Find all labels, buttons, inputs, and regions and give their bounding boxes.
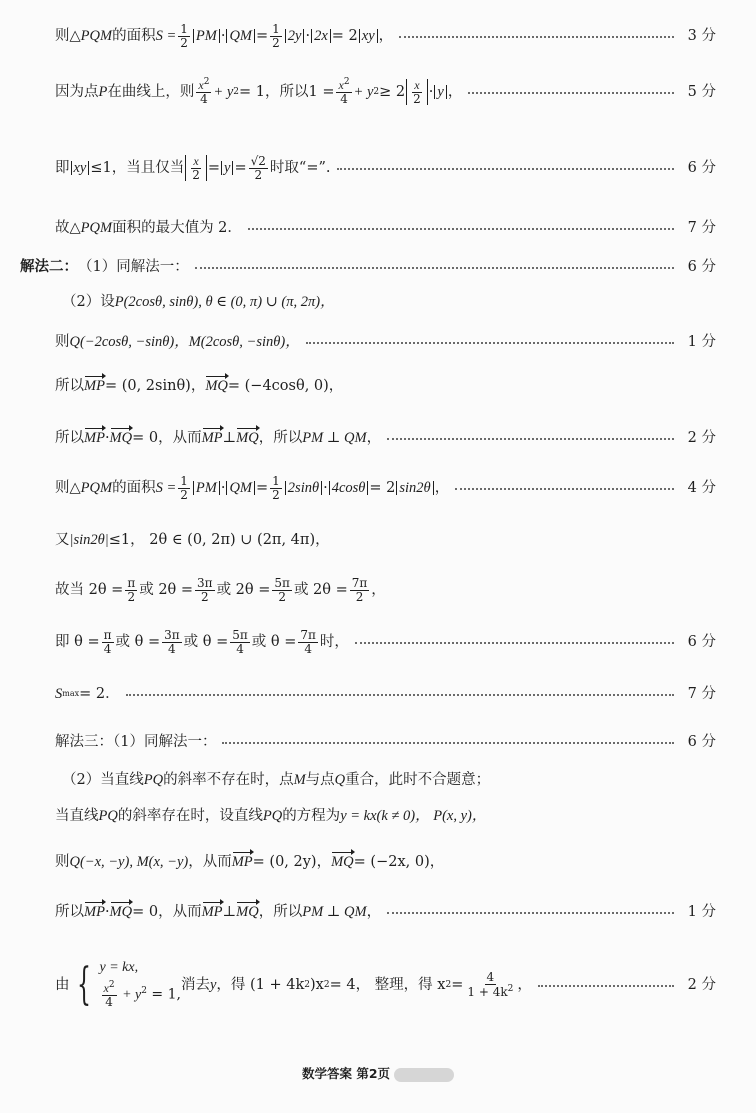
fraction: $\frac{1}{2}$ (180, 21, 188, 50)
score: 2 分 (687, 429, 716, 446)
solution-line: 即 θ = $\frac{\pi}{4}$ 或 θ = $\frac{3\pi}{4}$ 或 θ = $\frac{5\pi}{4}$ 或 θ = $\frac{7\pi}{4}$ 时， 6 分 (55, 627, 716, 656)
score: 6 分 (687, 258, 716, 275)
score: 7 分 (687, 685, 716, 702)
score: 7 分 (687, 219, 716, 236)
solution-line: 又 |sin2θ| ≤1， 2θ ∈ (0, 2π) ∪ (2π, 4π)， (55, 531, 330, 548)
math: QM (229, 27, 252, 44)
solution-line: 则△ PQM 的面积 S = $\frac{1}{2}$ PM · QM = $\frac{1}{2}$ 2sinθ · 4cosθ = 2 sin2θ ， 4 分 (55, 473, 716, 502)
solution-line: 则 Q(−2cosθ, −sinθ)，M(2cosθ, −sinθ)， 1 分 (55, 333, 716, 350)
text: 则△ (55, 27, 81, 44)
solution-line: 当直线 PQ 的斜率存在时，设直线 PQ 的方程为 y = kx(k ≠ 0)， P(x, y)， (55, 807, 487, 824)
solution-line: 即 xy ≤1，当且仅当 $\frac{x}{2}$ = y = $\frac{√2}{2}$ 时取“=”. 6 分 (55, 153, 716, 182)
solution-line: 解法二： （1）同解法一： 6 分 (20, 258, 716, 275)
score: 1 分 (687, 333, 716, 350)
text: PQM (80, 27, 113, 44)
solution-line: （2）当直线 PQ 的斜率不存在时，点 M 与点 Q 重合，此时不合题意； (62, 771, 491, 788)
score: 3 分 (687, 27, 716, 44)
math: S = (155, 27, 177, 44)
score: 6 分 (687, 633, 716, 650)
solution-line: （2）设 P(2cosθ, sinθ), θ ∈ (0, π) ∪ (π, 2π)， (62, 293, 335, 310)
score: 2 分 (687, 976, 716, 993)
equation-system: { y = kx, $\frac{x^2}{4}$ + $y^2 = 1$, (76, 959, 181, 1010)
solution-line: 则 Q(−x, −y), M(x, −y) ，从而 MP = (0, 2y)， MQ = (−2x, 0)， (55, 853, 445, 870)
solution-line: 则△ PQM 的面积 S = $\frac{1}{2}$ PM · QM = $\frac{1}{2}$ 2y · 2x = 2 xy ， 3 分 (55, 21, 716, 50)
solution-line: 故△ PQM 面积的最大值为 2． 7 分 (55, 219, 716, 236)
solution-line: 所以 MP · MQ = 0，从而 MP ⊥ MQ ，所以 PM ⊥ QM ， 2 分 (55, 429, 716, 446)
text: 的面积 (112, 27, 156, 44)
solution-line: 所以 MP · MQ = 0，从而 MP ⊥ MQ ，所以 PM ⊥ QM ， 1 分 (55, 903, 716, 920)
score: 6 分 (687, 159, 716, 176)
score: 6 分 (687, 733, 716, 750)
fraction: $\frac{1}{2}$ (272, 21, 280, 50)
solution-line: 故当 2θ = $\frac{\pi}{2}$ 或 2θ = $\frac{3\pi}{2}$ 或 2θ = $\frac{5\pi}{2}$ 或 2θ = $\frac{7\pi}{2}$ ， (55, 575, 386, 604)
score: 4 分 (687, 479, 716, 496)
solution-line: 所以 MP = (0, 2sinθ)， MQ = (−4cosθ, 0)， (55, 377, 344, 394)
solution-line: 解法三：（1）同解法一： 6 分 (55, 733, 716, 750)
solution-line: 因为点 P 在曲线上，则 $\frac{x^2}{4}$ + y 2 = 1 ，所以 1 = $\frac{x^2}{4}$ + y 2 ≥ 2 $\frac{x}{2}$ · y ， 5 分 (55, 77, 716, 106)
score: 1 分 (687, 903, 716, 920)
score: 5 分 (687, 83, 716, 100)
solution-line: 由 { y = kx, $\frac{x^2}{4}$ + $y^2 = 1$, 消去 y ，得 (1 + 4k 2 )x 2 = 4， 整理，得 x 2 = $\frac{4}{1 + 4k^2}$ ， 2 分 (55, 959, 716, 1010)
solution-line: S max = 2． 7 分 (55, 685, 716, 702)
page-footer: 数学答案 第2页 (0, 1064, 756, 1082)
math: PM (195, 27, 217, 44)
